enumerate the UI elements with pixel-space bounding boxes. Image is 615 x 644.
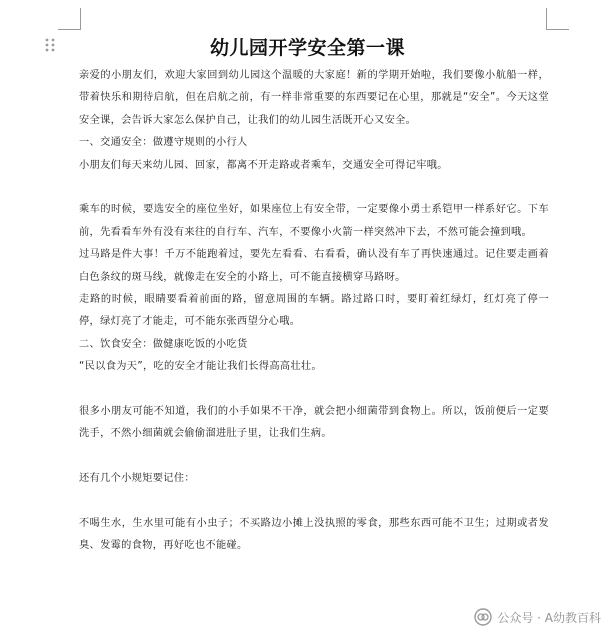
watermark-text: 公众号 · A幼教百科 <box>497 610 601 625</box>
heading-food-safety: 二、饮食安全：做健康吃饭的小吃货 <box>79 338 248 350</box>
document-body <box>79 65 549 558</box>
paragraph-crossing-road: 过马路是件大事！千万不能跑着过，要先左看看、右看看，确认没有车了再快速通过。记住要走画着白色条纹的斑马线，就像走在安全的小路上，可不能直接横穿马路呀。 <box>79 249 549 283</box>
paragraph-intro: 亲爱的小朋友们，欢迎大家回到幼儿园这个温暖的大家庭！新的学期开始啦，我们要像小航船一样，带着快乐和期待启航，但在启航之前，有一样非常重要的东西要记在心里，那就是“安全”。今天这堂安全课，会告诉大家怎么保护自己，让我们的幼儿园生活既开心又安全。 <box>79 70 549 126</box>
empty-paragraph <box>79 446 549 468</box>
paragraph-food-rules: 不喝生水，生水里可能有小虫子；不买路边小摊上没执照的零食，那些东西可能不卫生；过期或者发臭、发霉的食物，再好吃也不能碰。 <box>79 518 549 552</box>
empty-paragraph <box>79 379 549 401</box>
paragraph-wash-hands: 很多小朋友可能不知道，我们的小手如果不干净，就会把小细菌带到食物上。所以，饭前便后一定要洗手，不然小细菌就会偷偷溜进肚子里，让我们生病。 <box>79 406 549 440</box>
heading-traffic-safety: 一、交通安全：做遵守规则的小行人 <box>79 137 248 149</box>
wechat-official-account-icon <box>474 608 492 626</box>
paragraph-food-quote: “民以食为天”，吃的安全才能让我们长得高高壮壮。 <box>79 361 323 373</box>
paragraph-traffic-intro: 小朋友们每天来幼儿园、回家，都离不开走路或者乘车，交通安全可得记牢哦。 <box>79 159 448 171</box>
empty-paragraph <box>79 491 549 513</box>
watermark <box>472 608 603 626</box>
crop-mark-top-right-horizontal <box>546 29 569 30</box>
document-title: 幼儿园开学安全第一课 <box>209 37 405 59</box>
crop-mark-top-right-vertical <box>546 8 547 30</box>
empty-paragraph <box>79 177 549 199</box>
paragraph-riding-car: 乘车的时候，要选安全的座位坐好，如果座位上有安全带，一定要像小勇士系铠甲一样系好它。下车前，先看看车外有没有来往的自行车、汽车，不要像小火箭一样突然冲下去，不然可能会撞到哦。 <box>79 204 549 238</box>
paragraph-walking: 走路的时候，眼睛要看着前面的路，留意周围的车辆。路过路口时，要盯着红绿灯，红灯亮了停一停，绿灯亮了才能走，可不能东张西望分心哦。 <box>79 294 549 328</box>
paragraph-rules-intro: 还有几个小规矩要记住： <box>79 473 195 485</box>
crop-mark-top-left-vertical <box>80 8 81 30</box>
crop-mark-top-left-horizontal <box>58 29 81 30</box>
